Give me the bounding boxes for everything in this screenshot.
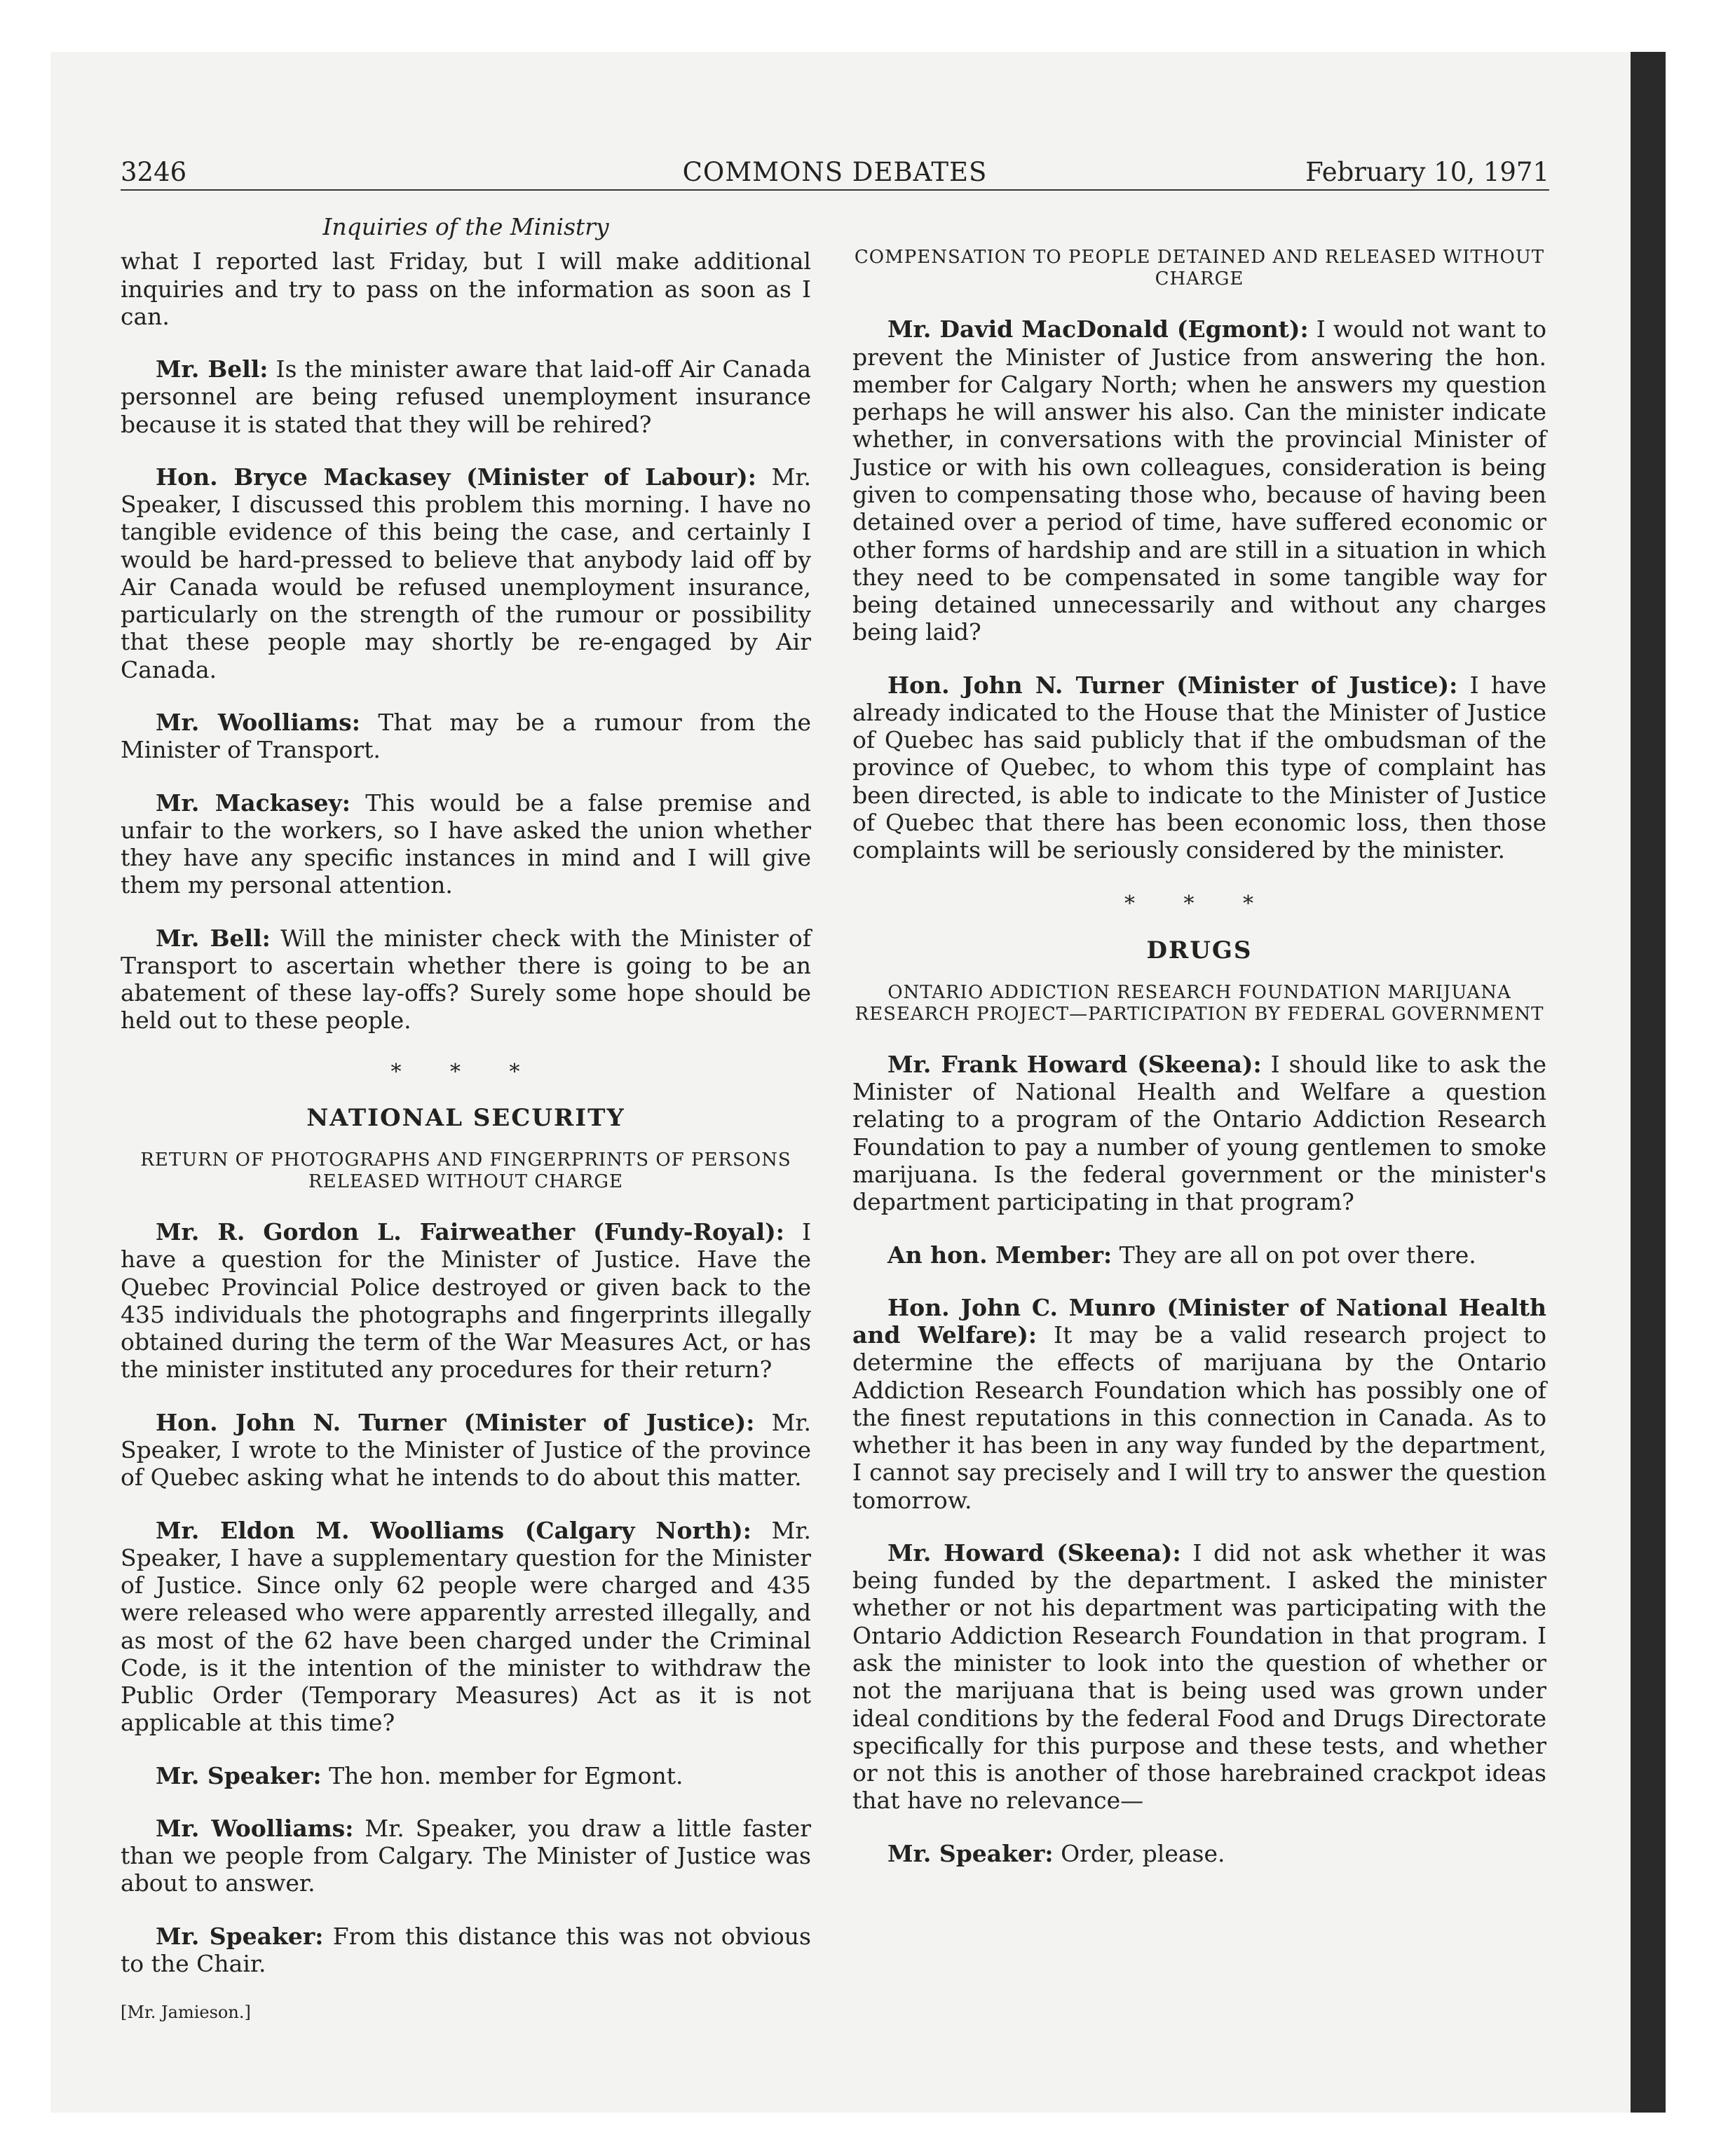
speech-text: I have a question for the Minister of Justice. Have the Quebec Provincial Police destroyed or given back to the 435 individuals the photographs and fingerprints illegally obtained during the term of the War Measures Act, or has the minister instituted any procedures for their return?: [121, 1218, 811, 1384]
speech-text: Is the minister aware that laid-off Air Canada personnel are being refused unemployment insurance because it is stated that they will be rehired?: [121, 355, 811, 438]
footer-note: [Mr. Jamieson.]: [121, 2003, 251, 2023]
speech-paragraph: [121, 789, 811, 899]
speech-text: Mr. Speaker, you draw a little faster than we people from Calgary. The Minister of Justice was about to answer.: [121, 1814, 811, 1897]
speech-text: Order, please.: [1053, 1839, 1225, 1867]
left-column: [121, 210, 811, 2023]
speaker-name: Hon. John N. Turner (Minister of Justice):: [156, 1408, 755, 1436]
section-divider: * * *: [1124, 892, 1275, 917]
speech-paragraph: [121, 1218, 811, 1384]
speaker-name: Hon. John N. Turner (Minister of Justice):: [887, 671, 1458, 699]
speech-paragraph: [852, 671, 1546, 864]
speaker-name: Mr. Speaker:: [156, 1761, 322, 1789]
running-subhead: Inquiries of the Ministry: [322, 213, 609, 240]
page-header: [121, 153, 1549, 191]
speech-paragraph: [852, 1294, 1546, 1514]
speech-paragraph: [852, 1051, 1546, 1216]
speech-text: From this distance this was not obvious to the Chair.: [121, 1922, 811, 1977]
speech-text: This would be a false premise and unfair to the workers, so I have asked the union whether they have any specific instances in mind and I will give them my personal attention.: [121, 789, 811, 899]
speech-paragraph: [121, 925, 811, 1035]
speech-paragraph: [121, 463, 811, 683]
speaker-name: Mr. R. Gordon L. Fairweather (Fundy-Royal):: [156, 1218, 784, 1246]
speaker-name: An hon. Member:: [887, 1241, 1113, 1269]
speech-paragraph: [852, 1241, 1546, 1269]
speech-text: I have already indicated to the House that the Minister of Justice of Quebec has said publicly that if the ombudsman of the province of Quebec, to whom this type of complaint has been directed, is able to indicate to the Minister of Justice of Quebec that there has been economic loss, then those complaints will be seriously considered by the minister.: [852, 671, 1546, 864]
speech-paragraph: [121, 1762, 811, 1789]
speaker-name: Hon. John C. Munro (Minister of National Health and Welfare):: [852, 1293, 1546, 1349]
speech-text: Will the minister check with the Minister of Transport to ascertain whether there is going to be an abatement of these lay-offs? Surely some hope should be held out to these people.: [121, 924, 811, 1035]
publication-date: February 10, 1971: [1305, 157, 1549, 187]
speech-paragraph: [121, 355, 811, 438]
section-subheading: COMPENSATION TO PEOPLE DETAINED AND RELEASED WITHOUT CHARGE: [854, 247, 1545, 290]
speech-paragraph: [852, 1539, 1546, 1815]
speech-paragraph: [121, 1923, 811, 1978]
speech-text: They are all on pot over there.: [1112, 1241, 1476, 1269]
right-column: [852, 210, 1546, 1892]
speaker-name: Hon. Bryce Mackasey (Minister of Labour):: [156, 463, 756, 491]
speech-text: I would not want to prevent the Minister of Justice from answering the hon. member for Calgary North; when he answers my question perhaps he will answer his also. Can the minister indicate whether, in conversations with the provincial Minister of Justice or with his own colleagues, consideration is being given to compensating those who, because of having been detained over a period of time, have suffered economic or other forms of hardship and are still in a situation in which they need to be compensated in some tangible way for being detained unnecessarily and without any charges being laid?: [852, 315, 1547, 646]
speaker-name: Mr. Bell:: [156, 924, 271, 952]
paragraph: [121, 247, 811, 330]
speech-paragraph: [121, 1815, 811, 1897]
section-heading: NATIONAL SECURITY: [306, 1104, 625, 1133]
section-subheading: ONTARIO ADDICTION RESEARCH FOUNDATION MARIJUANA RESEARCH PROJECT—PARTICIPATION BY FEDERAL GOVERNMENT: [855, 981, 1544, 1025]
speech-text: The hon. member for Egmont.: [321, 1761, 683, 1789]
speech-paragraph: [121, 709, 811, 764]
speaker-name: Mr. Eldon M. Woolliams (Calgary North):: [156, 1516, 751, 1544]
speech-paragraph: [852, 315, 1546, 646]
section-heading: DRUGS: [1146, 936, 1253, 965]
speech-text: Mr. Speaker, I wrote to the Minister of Justice of the province of Quebec asking what he intends to do about this matter.: [121, 1408, 811, 1492]
speaker-name: Mr. Howard (Skeena):: [887, 1538, 1181, 1567]
section-subheading: RETURN OF PHOTOGRAPHS AND FINGERPRINTS OF PERSONS RELEASED WITHOUT CHARGE: [140, 1149, 791, 1192]
speech-text: It may be a valid research project to determine the effects of marijuana by the Ontario Addiction Research Foundation which has possibly one of the finest reputations in this connection in Canada. As to whether it has been in any way funded by the department, I cannot say precisely and I will try to answer the question tomorrow.: [852, 1321, 1546, 1514]
speech-paragraph: [121, 1517, 811, 1737]
speaker-name: Mr. Bell:: [156, 355, 268, 383]
speaker-name: Mr. David MacDonald (Egmont):: [887, 315, 1309, 343]
scan-edge-bar: [1631, 52, 1666, 2113]
speaker-name: Mr. Speaker:: [887, 1839, 1054, 1867]
speech-text: Mr. Speaker, I have a supplementary question for the Minister of Justice. Since only 62 people were charged and 435 were released who were apparently arrested illegally, and as most of the 62 have been charged under the Criminal Code, is it the intention of the minister to withdraw the Public Order (Temporary Measures) Act as it is not applicable at this time?: [121, 1516, 812, 1737]
speaker-name: Mr. Frank Howard (Skeena):: [887, 1050, 1262, 1078]
speech-text: Mr. Speaker, I discussed this problem this morning. I have no tangible evidence of this being the case, and certainly I would be hard-pressed to believe that anybody laid off by Air Canada would be refused unemployment insurance, particularly on the strength of the rumour or possibility that these people may shortly be re-engaged by Air Canada.: [121, 463, 811, 683]
speaker-name: Mr. Mackasey:: [156, 789, 351, 817]
speech-text: I should like to ask the Minister of National Health and Welfare a question relating to a program of the Ontario Addiction Research Foundation to pay a number of young gentlemen to smoke marijuana. Is the federal government or the minister's department participating in that program?: [852, 1050, 1546, 1216]
speaker-name: Mr. Speaker:: [156, 1922, 324, 1950]
speaker-name: Mr. Woolliams:: [156, 708, 360, 736]
speech-text: That may be a rumour from the Minister of Transport.: [121, 708, 811, 764]
speech-text: I did not ask whether it was being funded by the department. I asked the minister whether or not his department was participating with the Ontario Addiction Research Foundation in that program. I ask the minister to look into the question of whether or not the marijuana that is being used was grown under ideal conditions by the federal Food and Drugs Directorate specifically for this purpose and these tests, and whether or not this is another of those harebrained crackpot ideas that have no relevance—: [852, 1538, 1546, 1815]
section-divider: * * *: [390, 1059, 541, 1084]
speaker-name: Mr. Woolliams:: [156, 1814, 354, 1842]
publication-title: COMMONS DEBATES: [682, 157, 988, 187]
paragraph-text: what I reported last Friday, but I will make additional inquiries and try to pass on the information as soon as I can.: [121, 247, 811, 330]
speech-paragraph: [121, 1409, 811, 1492]
speech-paragraph: [852, 1840, 1546, 1867]
page-number: 3246: [121, 157, 187, 187]
